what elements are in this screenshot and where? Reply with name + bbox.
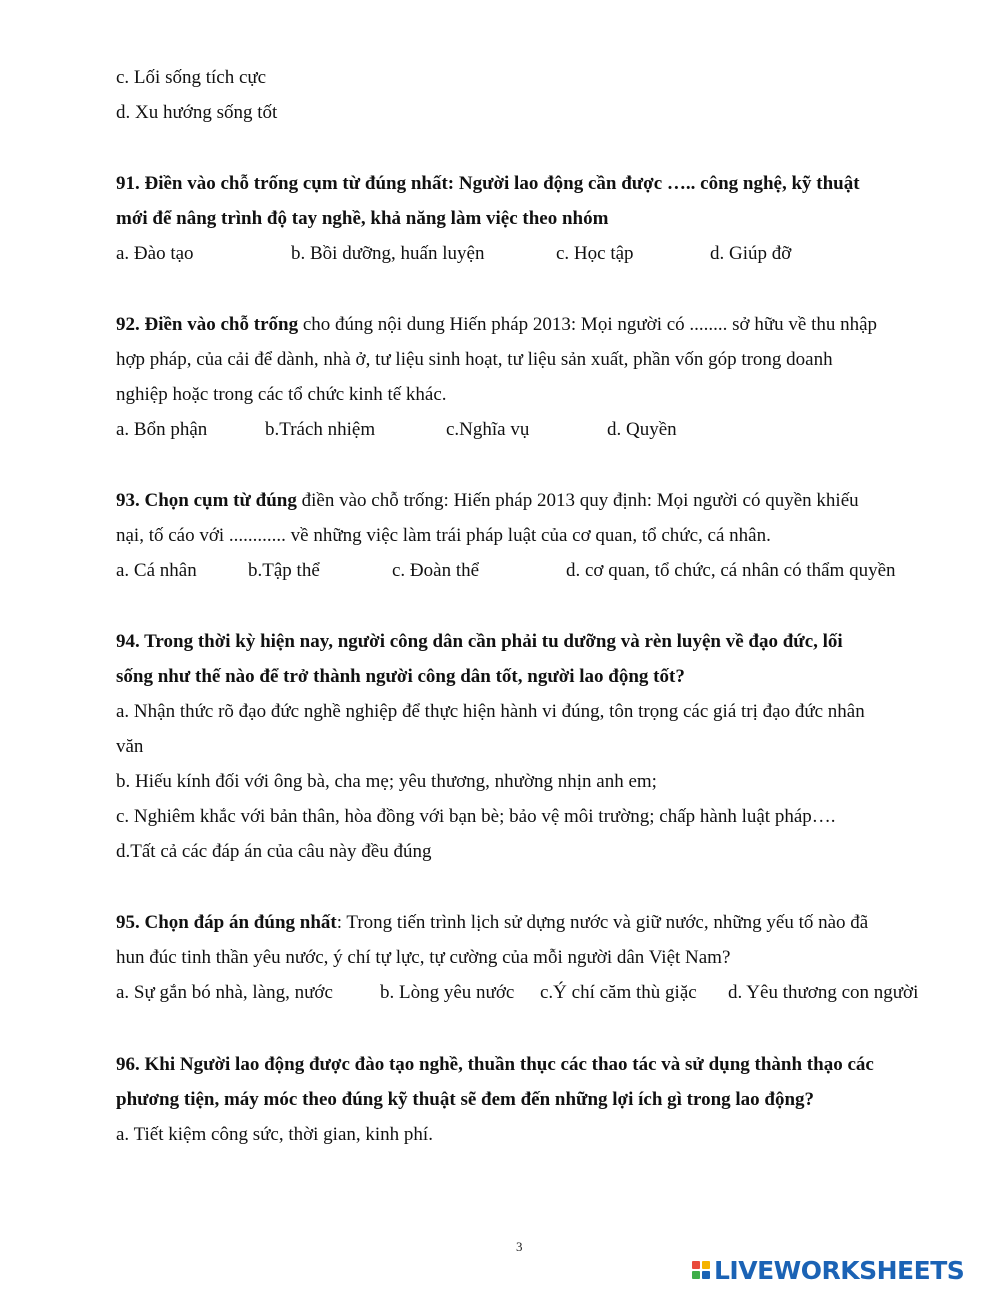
- q95-stem-line2: hun đúc tinh thần yêu nước, ý chí tự lực, tự cường của mỗi người dân Việt Nam?: [116, 947, 731, 968]
- q92-option-b: b.Trách nhiệm: [265, 419, 376, 440]
- logo-square-2: [702, 1261, 710, 1269]
- logo-text: LIVEWORKSHEETS: [714, 1255, 965, 1285]
- q94-option-a-line1: a. Nhận thức rõ đạo đức nghề nghiệp để thực hiện hành vi đúng, tôn trọng các giá trị đạo đức nhân: [116, 701, 865, 722]
- q93-option-b: b.Tập thể: [248, 560, 320, 581]
- q91-option-a: a. Đào tạo: [116, 243, 194, 264]
- q91-stem-line2: mới để nâng trình độ tay nghề, khả năng làm việc theo nhóm: [116, 208, 609, 229]
- q95-option-d: d. Yêu thương con người: [728, 982, 919, 1003]
- prev-option-c: c. Lối sống tích cực: [116, 67, 267, 88]
- q92-option-a: a. Bổn phận: [116, 419, 208, 440]
- q92-stem-line2: hợp pháp, của cải để dành, nhà ở, tư liệu sinh hoạt, tư liệu sản xuất, phần vốn góp trong doanh: [116, 349, 833, 370]
- q91-options: [116, 242, 946, 266]
- logo-square-1: [692, 1261, 700, 1269]
- q92-stem-line1: 92. Điền vào chỗ trống cho đúng nội dung Hiến pháp 2013: Mọi người có ........ sở hữu về thu nhập: [116, 314, 878, 335]
- q91-option-b: b. Bồi dưỡng, huấn luyện: [291, 243, 485, 264]
- q92-option-d: d. Quyền: [607, 419, 677, 440]
- q93-stem-line1: 93. Chọn cụm từ đúng điền vào chỗ trống: Hiến pháp 2013 quy định: Mọi người có quyền khiếu: [116, 490, 859, 511]
- q94-stem-line2: sống như thế nào để trở thành người công dân tốt, người lao động tốt?: [116, 666, 685, 687]
- logo-grid-icon: [692, 1261, 710, 1279]
- q94-option-a-line2: văn: [116, 736, 144, 757]
- q94-option-d: d.Tất cả các đáp án của câu này đều đúng: [116, 841, 432, 862]
- q94-option-c: c. Nghiêm khắc với bản thân, hòa đồng với bạn bè; bảo vệ môi trường; chấp hành luật pháp….: [116, 806, 836, 827]
- q91-option-d: d. Giúp đỡ: [710, 243, 792, 264]
- q96-stem-line1: 96. Khi Người lao động được đào tạo nghề, thuần thục các thao tác và sử dụng thành thạo các: [116, 1054, 874, 1075]
- q92-stem-line3: nghiệp hoặc trong các tổ chức kinh tế khác.: [116, 384, 447, 405]
- q92-option-c: c.Nghĩa vụ: [446, 419, 530, 440]
- q96-stem-line2: phương tiện, máy móc theo đúng kỹ thuật sẽ đem đến những lợi ích gì trong lao động?: [116, 1089, 815, 1110]
- q95-option-a: a. Sự gắn bó nhà, làng, nước: [116, 982, 333, 1003]
- q94-option-b: b. Hiếu kính đối với ông bà, cha mẹ; yêu thương, nhường nhịn anh em;: [116, 771, 657, 792]
- q91-stem-line1: 91. Điền vào chỗ trống cụm từ đúng nhất: Người lao động cần được ….. công nghệ, kỹ thuật: [116, 173, 860, 194]
- logo-square-4: [702, 1271, 710, 1279]
- q93-option-d: d. cơ quan, tổ chức, cá nhân có thẩm quyền: [566, 560, 896, 581]
- q91-option-c: c. Học tập: [556, 243, 634, 264]
- q93-option-a: a. Cá nhân: [116, 560, 197, 581]
- liveworksheets-logo: [692, 1256, 964, 1284]
- q95-options: [116, 981, 946, 1005]
- q93-options: [116, 559, 946, 583]
- q94-stem-line1: 94. Trong thời kỳ hiện nay, người công dân cần phải tu dưỡng và rèn luyện về đạo đức, lối: [116, 631, 843, 652]
- page-number: 3: [516, 1239, 523, 1254]
- q95-option-b: b. Lòng yêu nước: [380, 982, 515, 1003]
- logo-square-3: [692, 1271, 700, 1279]
- q95-stem-line1: 95. Chọn đáp án đúng nhất: Trong tiến trình lịch sử dựng nước và giữ nước, những yếu tố nào đã: [116, 912, 869, 933]
- q92-options: [116, 418, 946, 442]
- q95-option-c: c.Ý chí căm thù giặc: [540, 982, 697, 1003]
- q93-stem-line2: nại, tố cáo với ............ về những việc làm trái pháp luật của cơ quan, tổ chức, cá nhân.: [116, 525, 771, 546]
- q96-option-a: a. Tiết kiệm công sức, thời gian, kinh phí.: [116, 1124, 433, 1145]
- q93-option-c: c. Đoàn thể: [392, 560, 480, 581]
- prev-option-d: d. Xu hướng sống tốt: [116, 102, 278, 123]
